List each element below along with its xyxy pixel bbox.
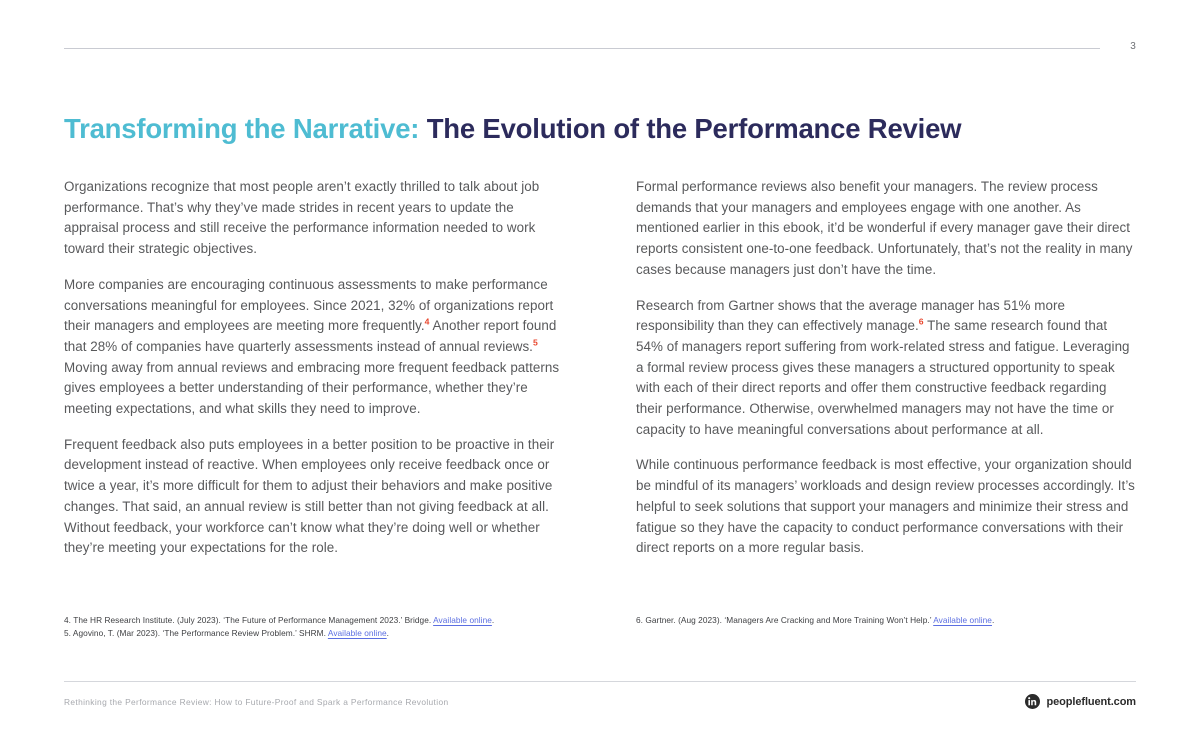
- text-run: .: [491, 615, 495, 625]
- footnote-link[interactable]: Available online: [433, 615, 492, 625]
- footnotes-right-column: [636, 614, 1136, 639]
- footnotes-left-column: [64, 614, 564, 639]
- body-paragraph: [636, 296, 1136, 441]
- linkedin-icon[interactable]: [1025, 694, 1040, 709]
- text-run: Research from Gartner shows that the average manager has 51% more responsibility than they can effectively manage.: [636, 297, 1065, 334]
- footnote-entry: [64, 614, 564, 627]
- footnote-entry: [636, 614, 1136, 627]
- page-number: 3: [1130, 41, 1136, 52]
- body-paragraph: [636, 177, 1136, 281]
- footer-document-title: Rethinking the Performance Review: How to Future-Proof and Spark a Performance Revolution: [64, 696, 449, 707]
- left-text-column: [64, 177, 564, 559]
- page-title-lead: Transforming the Narrative:: [64, 113, 420, 144]
- footer-divider-rule: [64, 681, 1136, 682]
- page-footer: [64, 694, 1136, 709]
- footnote-link[interactable]: Available online: [327, 627, 387, 638]
- page-title-rest: The Evolution of the Performance Review: [419, 113, 962, 144]
- header-divider-rule: [64, 48, 1100, 49]
- text-run: Another report found that 28% of companies have quarterly assessments instead of annual reviews.: [64, 318, 557, 354]
- body-paragraph: [64, 275, 564, 420]
- page-title: [64, 112, 1136, 146]
- body-paragraph: [64, 177, 564, 260]
- text-run: 5. Agovino, T. (Mar 2023). ‘The Performance Review Problem.’ SHRM.: [64, 627, 328, 638]
- body-columns: [64, 177, 1136, 559]
- text-run: .: [386, 627, 390, 638]
- text-run: More companies are encouraging continuous assessments to make performance conversations meaningful for employees. Since 2021, 32% of organizations report their managers and employees are meeting more frequently.: [64, 276, 554, 334]
- footnote-entry: [64, 627, 564, 640]
- footnote-marker[interactable]: 6: [918, 316, 924, 327]
- footnote-marker[interactable]: 5: [532, 337, 538, 348]
- brand-block[interactable]: [1025, 694, 1136, 709]
- right-text-column: [636, 177, 1136, 559]
- text-run: The same research found that 54% of managers report suffering from work-related stress and fatigue. Leveraging a formal review process gives these managers a structured opportunity to speak with each of their direct reports and offer them constructive feedback regarding their performance. Otherwise, overwhelmed managers may not have the time or capacity to have meaningful conversations about performance at all.: [636, 318, 1130, 437]
- text-run: Frequent feedback also puts employees in a better position to be proactive in their development instead of reactive. When employees only receive feedback once or twice a year, it’s more difficult for them to adjust their behaviors and make positive changes. That said, an annual review is still better than not giving feedback at all. Without feedback, your workforce can’t know what they’re doing well or whether they’re meeting your expectations for the role.: [64, 436, 555, 556]
- text-run: Organizations recognize that most people aren’t exactly thrilled to talk about job performance. That’s why they’ve made strides in recent years to update the appraisal process and still receive the performance information needed to work toward their strategic objectives.: [64, 179, 540, 257]
- body-paragraph: [64, 435, 564, 559]
- text-run: While continuous performance feedback is most effective, your organization should be mindful of its managers’ workloads and design review processes accordingly. It’s helpful to seek solutions that support your managers and minimize their stress and fatigue so they have the capacity to conduct performance conversations with their direct reports on a more regular basis.: [636, 457, 1135, 556]
- text-run: Moving away from annual reviews and embracing more frequent feedback patterns gives employees a better understanding of their performance, whether they’re meeting expectations, and what skills they need to improve.: [64, 359, 560, 417]
- text-run: Formal performance reviews also benefit your managers. The review process demands that your managers and employees engage with one another. As mentioned earlier in this ebook, it’d be wonderful if every manager gave their direct reports consistent one-to-one feedback. Unfortunately, that’s not the reality in many cases because managers just don’t have the time.: [636, 179, 1133, 277]
- footnote-link[interactable]: Available online: [933, 615, 992, 625]
- body-paragraph: [636, 455, 1136, 559]
- brand-name[interactable]: peoplefluent.com: [1046, 695, 1136, 708]
- page-header: [64, 40, 1136, 62]
- text-run: 6. Gartner. (Aug 2023). ‘Managers Are Cracking and More Training Won’t Help.’: [636, 615, 934, 625]
- footnote-marker[interactable]: 4: [424, 316, 430, 327]
- text-run: .: [991, 615, 995, 625]
- footnotes: [64, 614, 1136, 639]
- text-run: 4. The HR Research Institute. (July 2023). ‘The Future of Performance Management 2023.’ Bridge.: [64, 615, 434, 625]
